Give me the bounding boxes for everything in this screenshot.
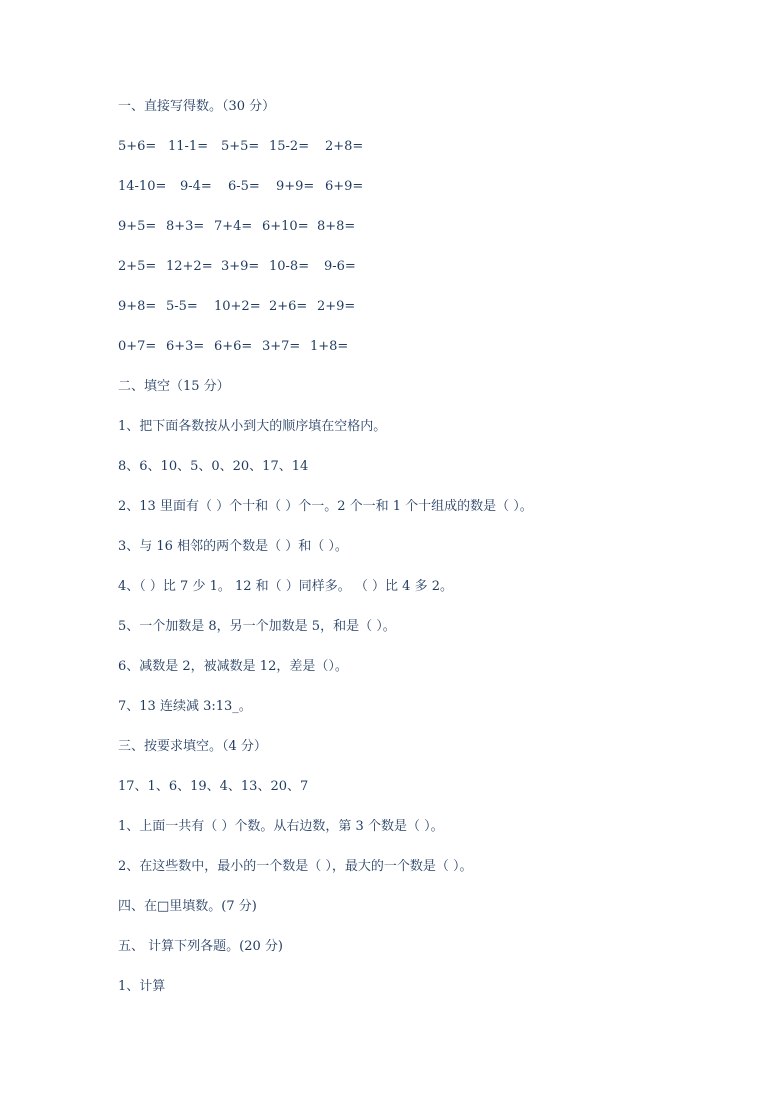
arithmetic-problem: 7+4=	[214, 219, 253, 234]
fill-question-4: 4、（ ）比 7 少 1。 12 和（ ）同样多。 （ ）比 4 多 2。	[118, 579, 453, 594]
arithmetic-problem: 9-6=	[324, 259, 356, 274]
fill-question-1-numbers: 8、6、10、5、0、20、17、14	[118, 459, 309, 474]
arithmetic-problem: 2+5=	[118, 259, 157, 274]
section-3-numbers: 17、1、6、19、4、13、20、7	[118, 779, 309, 794]
section-1-heading: 一、直接写得数。（30 分）	[118, 99, 276, 114]
arithmetic-problem: 6+9=	[325, 179, 364, 194]
fill-question-2: 2、13 里面有（ ）个十和（ ）个一。2 个一和 1 个十组成的数是（ ）。	[118, 499, 533, 514]
arithmetic-problem: 2+6=	[269, 299, 308, 314]
arithmetic-problem: 5+5=	[221, 139, 260, 154]
arithmetic-problem: 9+5=	[118, 219, 157, 234]
section-2-heading: 二、填空（15 分）	[118, 379, 230, 394]
arithmetic-problem: 9+8=	[118, 299, 157, 314]
arithmetic-problem: 2+8=	[325, 139, 364, 154]
arithmetic-problem: 5+6=	[118, 139, 157, 154]
arithmetic-problem: 9-4=	[180, 179, 212, 194]
arithmetic-problem: 3+7=	[262, 339, 301, 354]
fill-question-7: 7、13 连续减 3:13_。	[118, 699, 252, 714]
arithmetic-problem: 10-8=	[269, 259, 310, 274]
arithmetic-problem: 6-5=	[228, 179, 260, 194]
arithmetic-problem: 15-2=	[269, 139, 310, 154]
calc-question-1: 1、计算	[118, 979, 166, 994]
section-4-heading: 四、在□里填数。(7 分)	[118, 899, 257, 914]
fill-question-1: 1、把下面各数按从小到大的顺序填在空格内。	[118, 419, 387, 434]
fill-question-5: 5、一个加数是 8，另一个加数是 5，和是（ ）。	[118, 619, 396, 634]
arithmetic-problem: 14-10=	[118, 179, 167, 194]
arithmetic-problem: 10+2=	[214, 299, 261, 314]
arithmetic-problem: 3+9=	[221, 259, 260, 274]
arithmetic-problem: 12+2=	[166, 259, 213, 274]
arithmetic-problem: 1+8=	[310, 339, 349, 354]
arithmetic-problem: 11-1=	[168, 139, 209, 154]
order-question-2: 2、在这些数中，最小的一个数是（ ），最大的一个数是（ ）。	[118, 859, 473, 874]
order-question-1: 1、上面一共有（ ）个数。从右边数，第 3 个数是（ ）。	[118, 819, 444, 834]
section-5-heading: 五、 计算下列各题。(20 分)	[118, 939, 283, 954]
arithmetic-problem: 0+7=	[118, 339, 157, 354]
arithmetic-problem: 8+3=	[166, 219, 205, 234]
section-3-heading: 三、按要求填空。（4 分）	[118, 739, 267, 754]
fill-question-6: 6、减数是 2，被减数是 12，差是（）。	[118, 659, 348, 674]
arithmetic-problem: 9+9=	[276, 179, 315, 194]
fill-question-3: 3、与 16 相邻的两个数是（ ）和（ ）。	[118, 539, 348, 554]
arithmetic-problem: 6+3=	[166, 339, 205, 354]
arithmetic-problem: 5-5=	[166, 299, 198, 314]
arithmetic-problem: 6+10=	[262, 219, 309, 234]
arithmetic-problem: 2+9=	[317, 299, 356, 314]
arithmetic-problem: 8+8=	[317, 219, 356, 234]
arithmetic-problem: 6+6=	[214, 339, 253, 354]
